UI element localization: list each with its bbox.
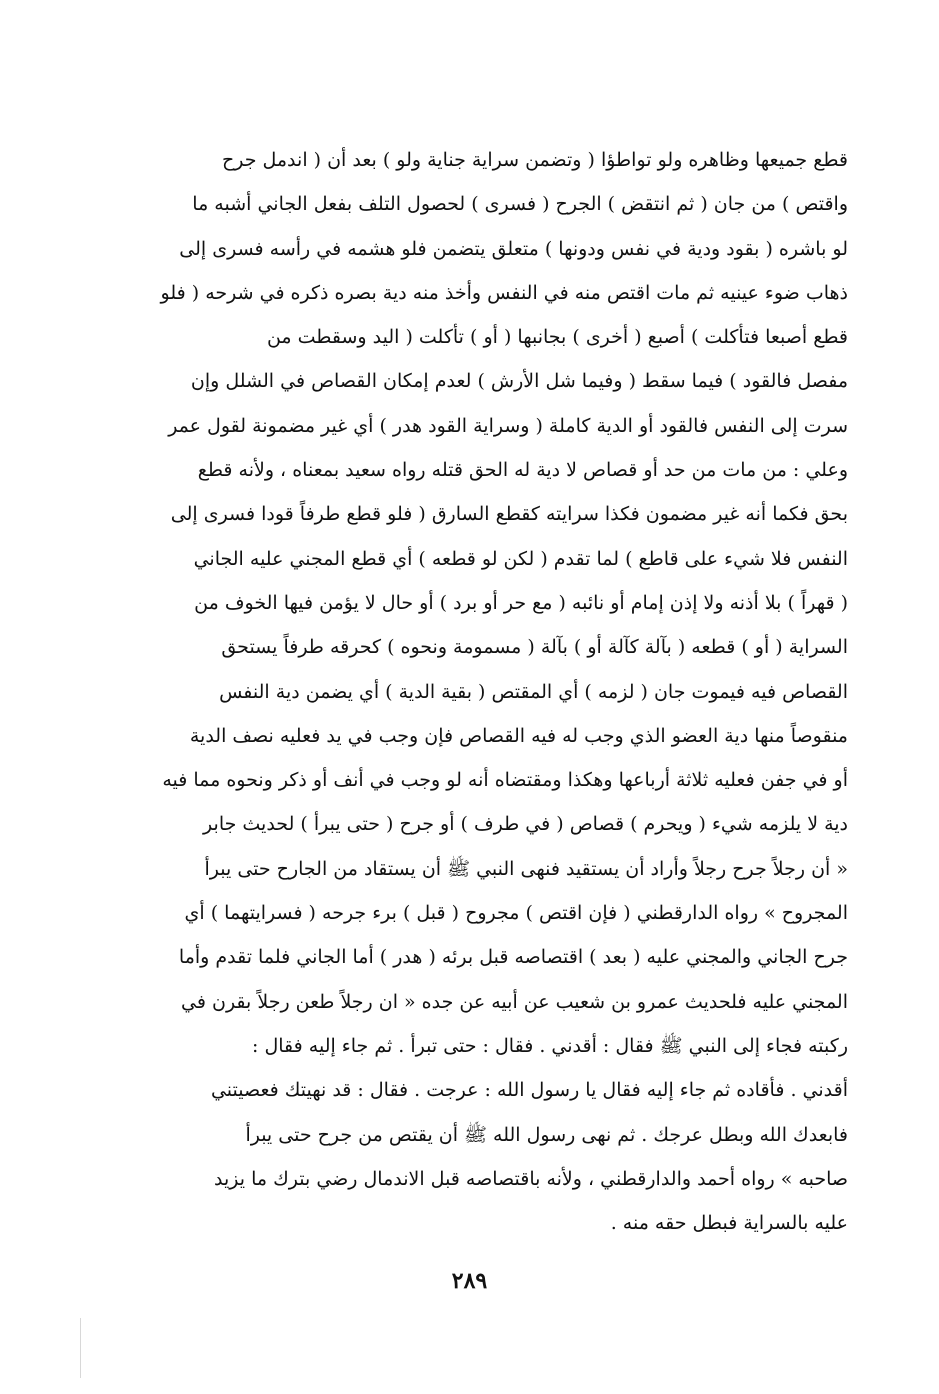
text-line: صاحبه » رواه أحمد والدارقطني ، ولأنه باقتصاصه قبل الاندمال رضي بترك ما يزيد <box>214 1167 848 1190</box>
text-line: ركبته فجاء إلى النبي ﷺ فقال : أقدني . فقال : حتى تبرأ . ثم جاء إليه فقال : <box>252 1034 848 1057</box>
body-text <box>126 138 848 1245</box>
text-line: مفصل فالقود ) فيما سقط ( وفيما شل الأرش ) لعدم إمكان القصاص في الشلل وإن <box>190 370 848 393</box>
scan-edge-mark <box>80 1318 81 1378</box>
text-line: القصاص فيه فيموت جان ( لزمه ) أي المقتص ( بقية الدية ) أي يضمن دية النفس <box>219 680 848 703</box>
text-line: فابعدك الله وبطل عرجك . ثم نهى رسول الله ﷺ أن يقتص من جرح حتى يبرأ <box>245 1123 848 1146</box>
text-line: عليه بالسراية فبطل حقه منه . <box>610 1212 848 1235</box>
text-line: ذهاب ضوء عينيه ثم مات اقتص منه في النفس وأخذ منه دية بصره ذكره في شرحه ( فلو <box>160 281 848 304</box>
text-line: منقوصاً منها دية العضو الذي وجب له فيه القصاص فإن وجب في يد فعليه نصف الدية <box>189 724 848 747</box>
text-line: السراية ( أو ) قطعه ( بآلة كآلة أو ) بآلة ( مسمومة ونحوه ) كحرقه طرفاً يستحق <box>221 636 848 659</box>
text-line: بحق فكما أنه غير مضمون فكذا سرايته كقطع السارق ( فلو قطع طرفاً قودا فسرى إلى <box>170 503 848 526</box>
text-line: المجني عليه فلحديث عمرو بن شعيب عن أبيه عن جده « ان رجلاً طعن رجلاً بقرن في <box>181 990 848 1013</box>
text-line: واقتص ) من جان ( ثم انتقض ) الجرح ( فسرى ) لحصول التلف بفعل الجاني أشبه ما <box>192 193 848 216</box>
text-line: أقدني . فأقاده ثم جاء إليه فقال يا رسول الله : عرجت . فقال : قد نهيتك فعصيتني <box>210 1079 848 1102</box>
text-line: قطع جميعها وظاهره ولو تواطؤا ( وتضمن سراية جناية ولو ) بعد أن ( اندمل جرح <box>221 149 848 171</box>
text-line: النفس فلا شيء على قاطع ) لما تقدم ( لكن لو قطعه ) أي قطع المجني عليه الجاني <box>193 547 848 570</box>
text-line: سرت إلى النفس فالقود أو الدية كاملة ( وسراية القود هدر ) أي غير مضمونة لقول عمر <box>168 414 848 437</box>
text-line: وعلي : من مات من حد أو قصاص لا دية له الحق قتله رواه سعيد بمعناه ، ولأنه قطع <box>197 459 848 482</box>
text-line: دية لا يلزمه شيء ( ويحرم ) قصاص ( في طرف ) أو جرح ( حتى يبرأ ) لحديث جابر <box>203 813 848 836</box>
text-line: جرح الجاني والمجني عليه ( بعد ) اقتصاصه قبل برئه ( هدر ) أما الجاني فلما تقدم وأما <box>178 946 848 969</box>
page-number: ٢٨٩ <box>451 1268 488 1294</box>
text-line: لو باشره ( بقود ودية في نفس ودونها ) متعلق يتضمن فلو هشمه في رأسه فسرى إلى <box>179 237 848 260</box>
text-line: قطع أصبعا فتأكلت ) أصبع ( أخرى ) بجانبها ( أو ) تأكلت ( اليد وسقطت من <box>266 326 848 349</box>
text-line: « أن رجلاً جرح رجلاً وأراد أن يستقيد فنهى النبي ﷺ أن يستقاد من الجارح حتى يبرأ <box>204 857 848 880</box>
text-line: ( قهراً ) بلا أذنه ولا إذن إمام أو نائبه ( مع حر أو برد ) أو حال لا يؤمن فيها الخوف من <box>194 591 848 614</box>
text-line: المجروح » رواه الدارقطني ( فإن اقتص ) مجروح ( قبل ) برء جرحه ( فسرايتهما ) أي <box>184 902 848 925</box>
text-line: أو في جفن فعليه ثلاثة أرباعها وهكذا ومقتضاه أنه لو وجب في أنف أو ذكر ونحوه مما فيه <box>162 769 848 792</box>
